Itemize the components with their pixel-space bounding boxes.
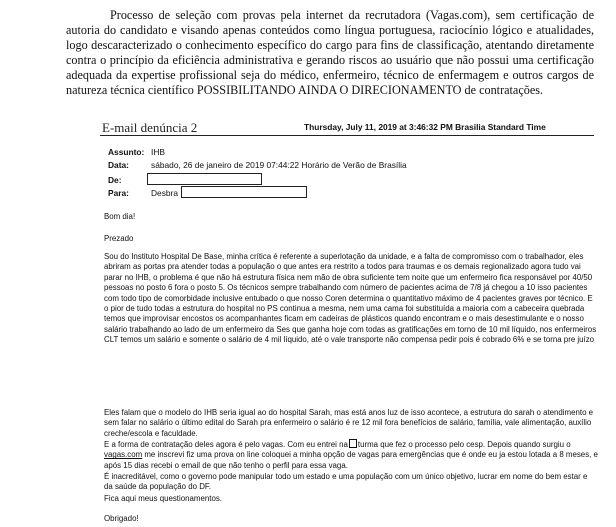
redaction-box bbox=[349, 439, 357, 448]
intro-paragraph: Processo de seleção com provas pela internet da recrutadora (Vagas.com), sem certificação de autoria do candidato e visando apenas conteúdos como língua portuguesa, raciocínio lógico e atualidades, logo descaracterizado o conhecimento específico do cargo para fins de classificação, atentando diretamente contra o princípio da eficiência administrativa e gerando riscos ao usuário que não possui uma certificação adequada da expertise profissional seja do médico, enfermeiro, técnico de enfermagem e outros cargos de natureza técnica científico POSSIBILITANDO AINDA O DIRECIONAMENTO de contratações. bbox=[66, 8, 594, 97]
subject-label: Assunto: bbox=[108, 147, 145, 157]
divider bbox=[100, 135, 594, 136]
body-paragraph-3 bbox=[104, 439, 598, 471]
date-value: sábado, 26 de janeiro de 2019 07:44:22 Horário de Verão de Brasília bbox=[151, 160, 407, 170]
to-value: Desbra bbox=[151, 188, 178, 198]
email-title: E-mail denúncia 2 bbox=[102, 120, 198, 135]
printed-date: Thursday, July 11, 2019 at 3:46:32 PM Brasilia Standard Time bbox=[304, 122, 546, 132]
para3-part2: turma que fez o processo pelo cesp. Depois quando surgiu o bbox=[357, 440, 571, 449]
greeting: Bom dia! bbox=[104, 212, 136, 221]
redacted-recipient bbox=[181, 186, 307, 198]
body-paragraph-4: É inacreditável, como o governo pode manipular todo um estado e uma população com um único objetivo, lucrar em nome do bem estar e da saúde da população do DF. bbox=[104, 472, 588, 492]
redacted-sender bbox=[147, 173, 262, 185]
date-label: Data: bbox=[108, 160, 129, 170]
from-label: De: bbox=[108, 175, 122, 185]
subject-value: IHB bbox=[151, 147, 165, 157]
para3-part1: E a forma de contratação deles agora é pelo vagas. Com eu entrei na bbox=[104, 440, 348, 449]
closing: Obrigado! bbox=[104, 514, 139, 523]
body-paragraph-2: Eles falam que o modelo do IHB seria igual ao do hospital Sarah, mas está anos luz de isso acontece, a estrutura do sarah o atendimento e sem falar no salário o último edital do Sarah pra enfermeiro o salário é re 12 mil fora benefícios de salário, família, vale alimentação, auxílio creche/escola e faculdade. bbox=[104, 408, 594, 438]
body-paragraph-1: Sou do Instituto Hospital De Base, minha crítica é referente a superlotação da unidade, e a falta de compromisso com o trabalhador, eles abriram as portas pra atender todas a população o que antes era restrito a todos para traumas e os demais regionalizado agora tudo vai parar no IHB, o problema é que não há estrutura física nem mão de obra suficiente tem noite que um enfermeiro fica responsável por 40/50 pessoas no posto 6 fora o posto 5. Os técnicos sempre trabalhando com número de pacientes acima de 7/8 já chegou a 10 isso pacientes com todo tipo de comorbidade inclusive entubado o que nosso Coren determina o quantitativo máximo de 4 pacientes graves por técnico. E o pior de tudo todas a estrutura do hospital no PS continua a mesma, nem uma cama foi substituída a maioria com a cabeceira quebrada temos que improvisar encostos os acompanhantes ficam em cadeiras de plásticos quando encontram e o mais desestimulante e o nosso salário trabalhando ao lado de um enfermeiro da Ses que ganha hoje com todas as gratificações em torno de 10 mil líquido, nos enfermeiros CLT temos um salário e somente o salário de 4 mil líquido, até o vale transporte não compensa pedir pois é cobrado 6% e se torna pre juízo bbox=[104, 252, 597, 345]
body-paragraph-5: Fica aqui meus questionamentos. bbox=[104, 494, 222, 503]
to-label: Para: bbox=[108, 188, 129, 198]
vagas-link[interactable]: vagas.com bbox=[104, 450, 143, 460]
para3-part3: me inscrevi fiz uma prova on line coloquei a minha opção de vagas para emergências que é onde eu ja estou lotada a 8 meses, e após 15 dias recebi o email de que não tenho o perfil para essa vaga. bbox=[104, 450, 598, 470]
salutation: Prezado bbox=[104, 234, 134, 243]
